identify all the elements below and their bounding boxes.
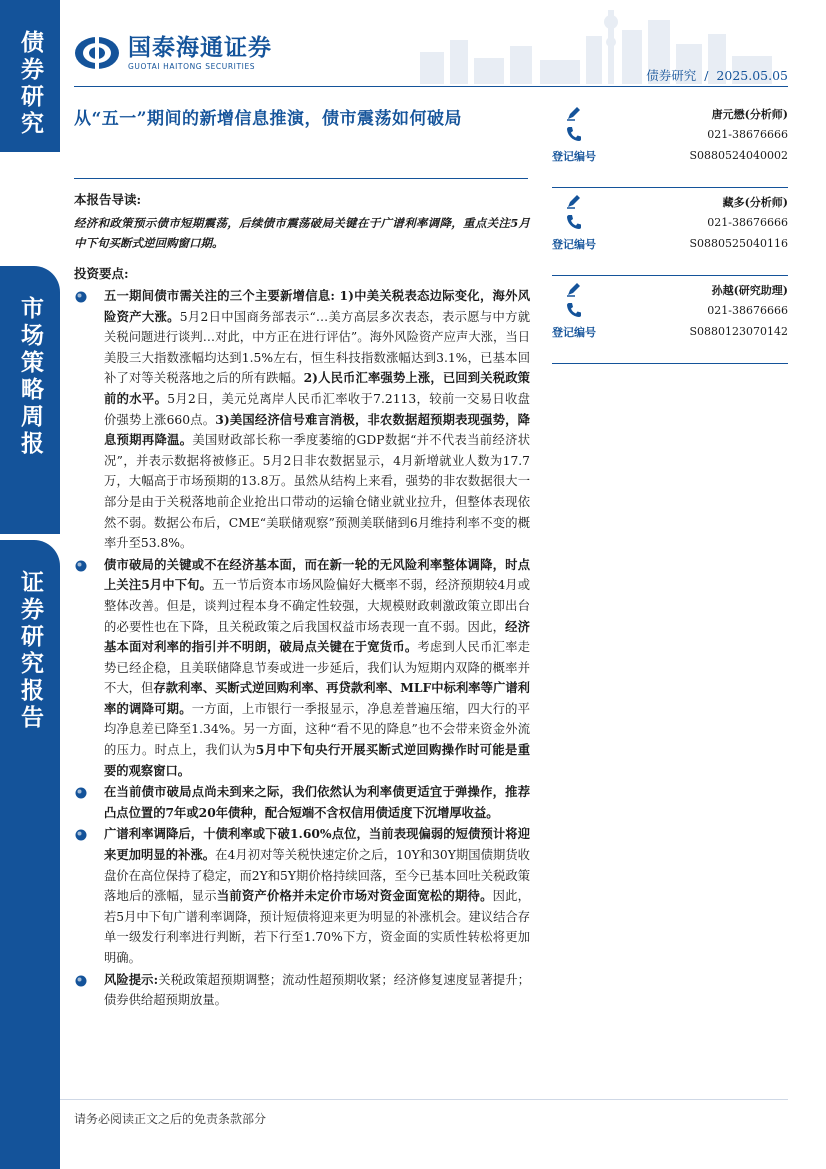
company-logo xyxy=(74,35,272,71)
pen-icon xyxy=(566,193,582,209)
phone-icon xyxy=(566,302,582,318)
sidebar-section-weekly xyxy=(0,266,60,534)
key-point-item xyxy=(74,286,530,554)
key-point-item xyxy=(74,824,530,968)
sidebar-label: 债券研究 xyxy=(17,30,43,138)
key-point-text: 关税政策超预期调整；流动性超预期收紧；经济修复速度显著提升；债券供给超预期放量。 xyxy=(104,972,530,1008)
bullet-icon xyxy=(75,787,87,799)
header-divider xyxy=(74,86,788,87)
key-point-highlight: 5月中下旬央行开展买断式逆回购操作时可能是重要的观察窗口。 xyxy=(104,742,530,778)
analyst-phone: 021-38676666 xyxy=(707,216,788,229)
phone-icon xyxy=(566,126,582,142)
analyst-registration: S0880525040116 xyxy=(689,237,788,250)
footer-divider xyxy=(60,1099,788,1100)
report-title: 从“五一”期间的新增信息推演，债市震荡如何破局 xyxy=(74,109,463,129)
analyst-panel xyxy=(552,100,788,364)
analyst-name: 藏多(分析师) xyxy=(722,196,788,209)
analyst-card xyxy=(552,276,788,364)
key-point-item xyxy=(74,555,530,782)
sidebar-label: 证券研究报告 xyxy=(17,570,43,732)
analyst-card xyxy=(552,100,788,188)
key-point-highlight: 风险提示: xyxy=(104,971,159,987)
key-point-text: 美国财政部长称一季度萎缩的GDP数据“并不代表当前经济状况”，并表示数据将被修正。5月2日非农数据显示，4月新增就业人数为17.7万，大幅高于市场预期的13.8万。虽然从结构上来看，强势的非农数据很大一部分是由于关税落地前企业抢出口带动的运输仓储业就业拉升，但整体表现依然不弱。数据公布后，CME“美联储观察”预测美联储到6月维持利率不变的概率升至53.8%。 xyxy=(104,433,530,551)
report-category: 债券研究 xyxy=(646,68,697,83)
key-point-highlight: 在当前债市破局点尚未到来之际，我们依然认为利率债更适宜于弹操作，推荐凸点位置的7年或20年债种，配合短端不含权信用债适度下沉增厚收益。 xyxy=(104,784,530,820)
title-divider xyxy=(74,178,528,179)
meta-separator: / xyxy=(704,68,709,83)
key-points-list xyxy=(74,286,530,1012)
disclaimer-note: 请务必阅读正文之后的免责条款部分 xyxy=(74,1112,267,1126)
key-point-highlight: 当前资产价格并未定价市场对资金面宽松的期待。 xyxy=(216,888,493,904)
key-point-highlight: 债市破局的关键或不在经济基本面，而在新一轮的无风险利率整体调降，时点上关注5月中下旬。 xyxy=(104,556,530,593)
report-meta xyxy=(646,66,788,84)
pen-icon xyxy=(566,281,582,297)
key-point-highlight: 五一期间债市需关注的三个主要新增信息: 1)中美关税表态边际变化，海外风险资产大涨。 xyxy=(104,288,530,324)
analyst-registration: S0880524040002 xyxy=(689,149,788,162)
key-point-item xyxy=(74,970,530,1011)
analyst-name: 孙越(研究助理) xyxy=(711,284,788,297)
bullet-icon xyxy=(75,975,87,987)
bullet-icon xyxy=(75,291,87,303)
key-point-text: 考虑到人民币汇率走势已经企稳，且美联储降息节奏或进一步延后，我们认为短期内双降的概率并不大，但 xyxy=(104,640,530,696)
key-point-text: 在4月初对等关税快速定价之后，10Y和30Y期国债期货收盘价在高位保持了稳定，而2Y和5Y期价格持续回落，至今已基本回吐关税政策落地后的涨幅，显示 xyxy=(104,848,530,904)
key-point-text: 五一节后资本市场风险偏好大概率不弱，经济预期较4月或整体改善。但是，谈判过程本身不确定性较强，大规模财政刺激政策立即出台的必要性也在下降，且关税政策之后我国权益市场表现一直不弱。因此， xyxy=(104,578,531,634)
key-point-item xyxy=(74,782,530,823)
sidebar-label: 市场策略周报 xyxy=(17,296,43,458)
analyst-registration: S0880123070142 xyxy=(689,325,788,338)
analyst-phone: 021-38676666 xyxy=(707,128,788,141)
analyst-card xyxy=(552,188,788,276)
bullet-icon xyxy=(75,560,87,572)
sidebar-section-bond-research xyxy=(0,0,60,152)
key-points-heading: 投资要点: xyxy=(74,266,129,281)
bullet-icon xyxy=(75,829,87,841)
company-name-en: GUOTAI HAITONG SECURITIES xyxy=(128,62,256,71)
key-point-text: 5月2日中国商务部表示“…美方高层多次表态，表示愿与中方就关税问题进行谈判…对此，中方正在进行评估”。海外风险资产应声大涨，当日美股三大指数涨幅均达到1.5%左右，恒生科技指数涨幅达到3.1%，已基本回补了对等关税落地之后的所有跌幅。 xyxy=(104,309,530,386)
left-sidebar xyxy=(0,0,60,1169)
phone-icon xyxy=(566,214,582,230)
analyst-name: 唐元懋(分析师) xyxy=(711,108,788,121)
logo-mark-icon xyxy=(74,36,120,70)
report-date: 2025.05.05 xyxy=(716,68,788,83)
key-point-highlight: 经济基本面对利率的指引并不明朗，破局点关键在于宽货币。 xyxy=(104,618,530,655)
key-point-highlight: 3)美国经济信号难言消极，非农数据超预期表现强势，降息预期再降温。 xyxy=(104,411,530,448)
key-point-highlight: 2)人民币汇率强势上涨，已回到关税政策前的水平。 xyxy=(104,370,530,406)
key-point-text: 一方面，上市银行一季报显示，净息差普遍压缩，四大行的平均净息差已降至1.34%。另一方面，这种“看不见的降息”也不会带来资金外流的压力。时点上，我们认为 xyxy=(104,701,530,758)
key-point-highlight: 存款利率、买断式逆回购利率、再贷款利率、MLF中标利率等广谱利率的调降可期。 xyxy=(104,680,530,716)
key-point-text: 5月2日，美元兑离岸人民币汇率收于7.2113，较前一交易日收盘价强势上涨660点。 xyxy=(104,391,530,427)
analyst-phone: 021-38676666 xyxy=(707,304,788,317)
company-name-cn: 国泰海通证券 xyxy=(128,35,272,61)
key-point-text: 因此，若5月中下旬广谱利率调降，预计短债将迎来更为明显的补涨机会。建议结合存单一级发行利率进行判断，若下行至1.70%下方，资金面的实质性转松将更加明确。 xyxy=(104,889,530,965)
guide-text: 经济和政策预示债市短期震荡，后续债市震荡破局关键在于广谱利率调降，重点关注5月中下旬买断式逆回购窗口期。 xyxy=(74,216,530,250)
registration-label: 登记编号 xyxy=(552,326,596,339)
sidebar-section-report xyxy=(0,540,60,1169)
key-point-highlight: 广谱利率调降后，十债利率或下破1.60%点位，当前表现偏弱的短债预计将迎来更加明显的补涨。 xyxy=(104,826,530,863)
guide-heading: 本报告导读: xyxy=(74,192,142,207)
pen-icon xyxy=(566,105,582,121)
registration-label: 登记编号 xyxy=(552,238,596,251)
registration-label: 登记编号 xyxy=(552,150,596,163)
